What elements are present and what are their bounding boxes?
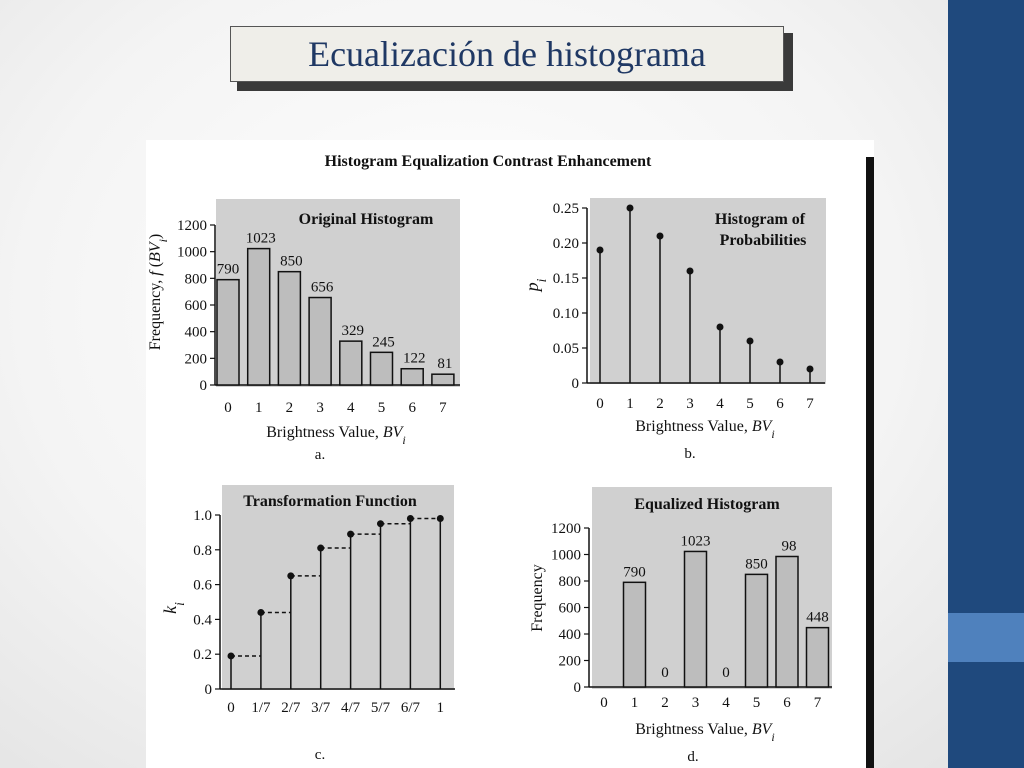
y-tick-label: 0.6 xyxy=(193,577,212,594)
y-tick-label: 0 xyxy=(199,378,207,394)
x-axis-label-part: Brightness Value, xyxy=(635,418,752,435)
x-tick-label: 7 xyxy=(439,400,447,416)
figure-title: Histogram Equalization Contrast Enhancement xyxy=(324,153,652,170)
chart-title: Equalized Histogram xyxy=(634,496,780,513)
y-axis-label xyxy=(529,564,546,632)
x-tick-label: 2 xyxy=(661,695,669,711)
panel-label: d. xyxy=(687,749,699,765)
chart-original-histogram xyxy=(147,199,460,463)
slide-title: Ecualización de histograma xyxy=(308,34,706,74)
bar-value-label: 0 xyxy=(722,665,730,681)
bar-bv-0 xyxy=(217,280,239,385)
y-tick-label: 0.2 xyxy=(193,647,212,664)
bar-value-label: 0 xyxy=(661,665,669,681)
bar-value-label: 1023 xyxy=(680,533,711,550)
x-axis-label xyxy=(266,424,405,447)
bar-bv-5 xyxy=(746,574,768,687)
y-axis-label-part: i xyxy=(533,278,549,283)
x-tick-label: 4/7 xyxy=(341,700,361,716)
x-tick-label: 3 xyxy=(686,396,694,412)
x-tick-label: 7 xyxy=(806,396,814,412)
point-bv-1 xyxy=(627,205,634,212)
bar-bv-2 xyxy=(278,272,300,385)
point-bv-7 xyxy=(807,366,814,373)
bar-value-label: 790 xyxy=(216,261,240,278)
x-axis-label-part: BV xyxy=(751,418,772,435)
bar-value-label: 790 xyxy=(623,564,646,581)
x-tick-label: 1 xyxy=(630,695,639,711)
y-tick-label: 800 xyxy=(184,271,207,288)
x-tick-label: 5/7 xyxy=(370,700,391,716)
y-tick-label: 0 xyxy=(573,680,581,696)
y-tick-label: 0.20 xyxy=(552,236,579,252)
point-bv-5 xyxy=(747,338,754,345)
x-axis-label-part: BV xyxy=(382,424,403,441)
y-tick-label: 600 xyxy=(184,298,207,314)
chart-transformation-function xyxy=(160,485,455,763)
x-tick-label: 7 xyxy=(813,695,822,711)
chart-title: Transformation Function xyxy=(243,493,417,510)
x-axis-label-part: i xyxy=(771,427,775,441)
chart-title-line-2: Probabilities xyxy=(719,232,807,249)
y-tick-label: 0.4 xyxy=(193,612,212,629)
bar-value-label: 245 xyxy=(372,334,395,351)
y-axis-label-part: ( xyxy=(147,261,164,272)
chart-title-line-1: Histogram of xyxy=(714,211,806,228)
chart-equalized-histogram xyxy=(529,487,832,765)
x-tick-label: 5 xyxy=(377,400,386,416)
bar-value-label: 656 xyxy=(310,279,334,296)
bar-bv-6 xyxy=(401,369,423,385)
y-axis-label-part: i xyxy=(171,602,187,606)
y-tick-label: 800 xyxy=(558,574,581,590)
chart-title: Original Histogram xyxy=(298,211,434,228)
x-tick-label: 1 xyxy=(626,396,634,412)
x-tick-label: 2/7 xyxy=(281,700,301,716)
y-axis-label-part: f xyxy=(147,271,164,276)
y-tick-label: 1000 xyxy=(551,547,581,564)
y-tick-label: 1.0 xyxy=(193,508,212,524)
x-tick-label: 2 xyxy=(285,400,294,416)
y-tick-label: 200 xyxy=(558,653,581,670)
x-tick-label: 4 xyxy=(722,695,730,711)
y-axis-label-part: k xyxy=(160,605,180,614)
y-tick-label: 0 xyxy=(571,376,579,392)
x-tick-label: 4 xyxy=(716,396,724,412)
x-axis-label xyxy=(635,418,774,441)
x-tick-label: 0 xyxy=(600,695,608,711)
bar-value-label: 122 xyxy=(402,350,426,367)
bar-bv-5 xyxy=(371,352,393,385)
y-axis-label-part: Frequency xyxy=(529,564,546,632)
x-axis-label-part: BV xyxy=(751,721,772,738)
x-axis-label-part: Brightness Value, xyxy=(266,424,383,441)
panel-label: a. xyxy=(314,447,326,463)
bar-bv-6 xyxy=(776,556,798,687)
y-tick-label: 0.25 xyxy=(552,201,579,217)
y-axis-label-part: BV xyxy=(147,242,164,262)
x-tick-label: 5 xyxy=(746,396,754,412)
x-tick-label: 3 xyxy=(691,695,700,711)
bar-value-label: 81 xyxy=(437,356,453,373)
x-tick-label: 4 xyxy=(347,400,355,416)
point-k-7 xyxy=(437,515,444,522)
point-bv-2 xyxy=(657,233,664,240)
bar-bv-4 xyxy=(340,341,362,385)
x-axis-label xyxy=(635,721,774,744)
x-tick-label: 0 xyxy=(596,396,604,412)
x-tick-label: 1 xyxy=(436,700,445,716)
x-tick-label: 0 xyxy=(227,700,235,716)
y-tick-label: 0 xyxy=(204,682,212,698)
x-tick-label: 0 xyxy=(224,400,232,416)
bar-bv-3 xyxy=(309,298,331,385)
x-tick-label: 3/7 xyxy=(311,700,331,716)
bar-bv-1 xyxy=(624,582,646,687)
bar-bv-7 xyxy=(432,374,454,385)
y-tick-label: 0.8 xyxy=(193,542,212,559)
y-axis-label-part: p xyxy=(522,282,542,292)
x-tick-label: 3 xyxy=(316,400,324,416)
y-tick-label: 0.10 xyxy=(552,306,579,322)
x-axis-label-part: i xyxy=(771,730,775,744)
bar-bv-1 xyxy=(248,249,270,385)
y-tick-label: 0.05 xyxy=(552,341,579,357)
bar-value-label: 850 xyxy=(280,253,303,270)
x-tick-label: 1 xyxy=(254,400,263,416)
y-axis-label xyxy=(522,278,549,293)
x-tick-label: 6 xyxy=(783,695,791,711)
x-tick-label: 6 xyxy=(776,396,784,412)
y-tick-label: 0.15 xyxy=(552,271,579,287)
bar-value-label: 850 xyxy=(745,556,768,573)
point-bv-4 xyxy=(717,324,724,331)
bar-value-label: 329 xyxy=(341,323,365,340)
point-bv-0 xyxy=(597,247,604,254)
bar-value-label: 1023 xyxy=(245,230,276,247)
x-tick-label: 2 xyxy=(656,396,664,412)
y-axis-label xyxy=(160,602,187,614)
y-axis-label xyxy=(147,234,170,351)
y-axis-label-part: i xyxy=(156,239,170,243)
y-axis-label-part: Frequency, xyxy=(147,275,164,351)
y-tick-label: 1200 xyxy=(551,521,581,537)
y-tick-label: 1000 xyxy=(177,244,207,261)
y-axis-label-part: ) xyxy=(147,233,164,240)
chart-probabilities xyxy=(522,198,826,462)
x-tick-label: 6 xyxy=(408,400,416,416)
x-axis-label-part: Brightness Value, xyxy=(635,721,752,738)
point-bv-6 xyxy=(777,359,784,366)
x-axis-label-part: i xyxy=(402,433,406,447)
bar-value-label: 98 xyxy=(781,538,797,555)
plot-shadow-panel xyxy=(222,485,454,690)
y-tick-label: 600 xyxy=(558,600,581,617)
y-tick-label: 1200 xyxy=(177,218,207,234)
bar-bv-3 xyxy=(685,551,707,687)
x-tick-label: 5 xyxy=(752,695,761,711)
panel-label: c. xyxy=(314,747,326,763)
y-tick-label: 400 xyxy=(184,324,207,341)
x-tick-label: 1/7 xyxy=(251,700,271,716)
point-bv-3 xyxy=(687,268,694,275)
bar-bv-7 xyxy=(807,628,829,687)
panel-label: b. xyxy=(684,446,696,462)
bar-value-label: 448 xyxy=(806,609,829,626)
x-tick-label: 6/7 xyxy=(400,700,420,716)
y-tick-label: 400 xyxy=(558,627,581,643)
y-tick-label: 200 xyxy=(184,351,207,368)
